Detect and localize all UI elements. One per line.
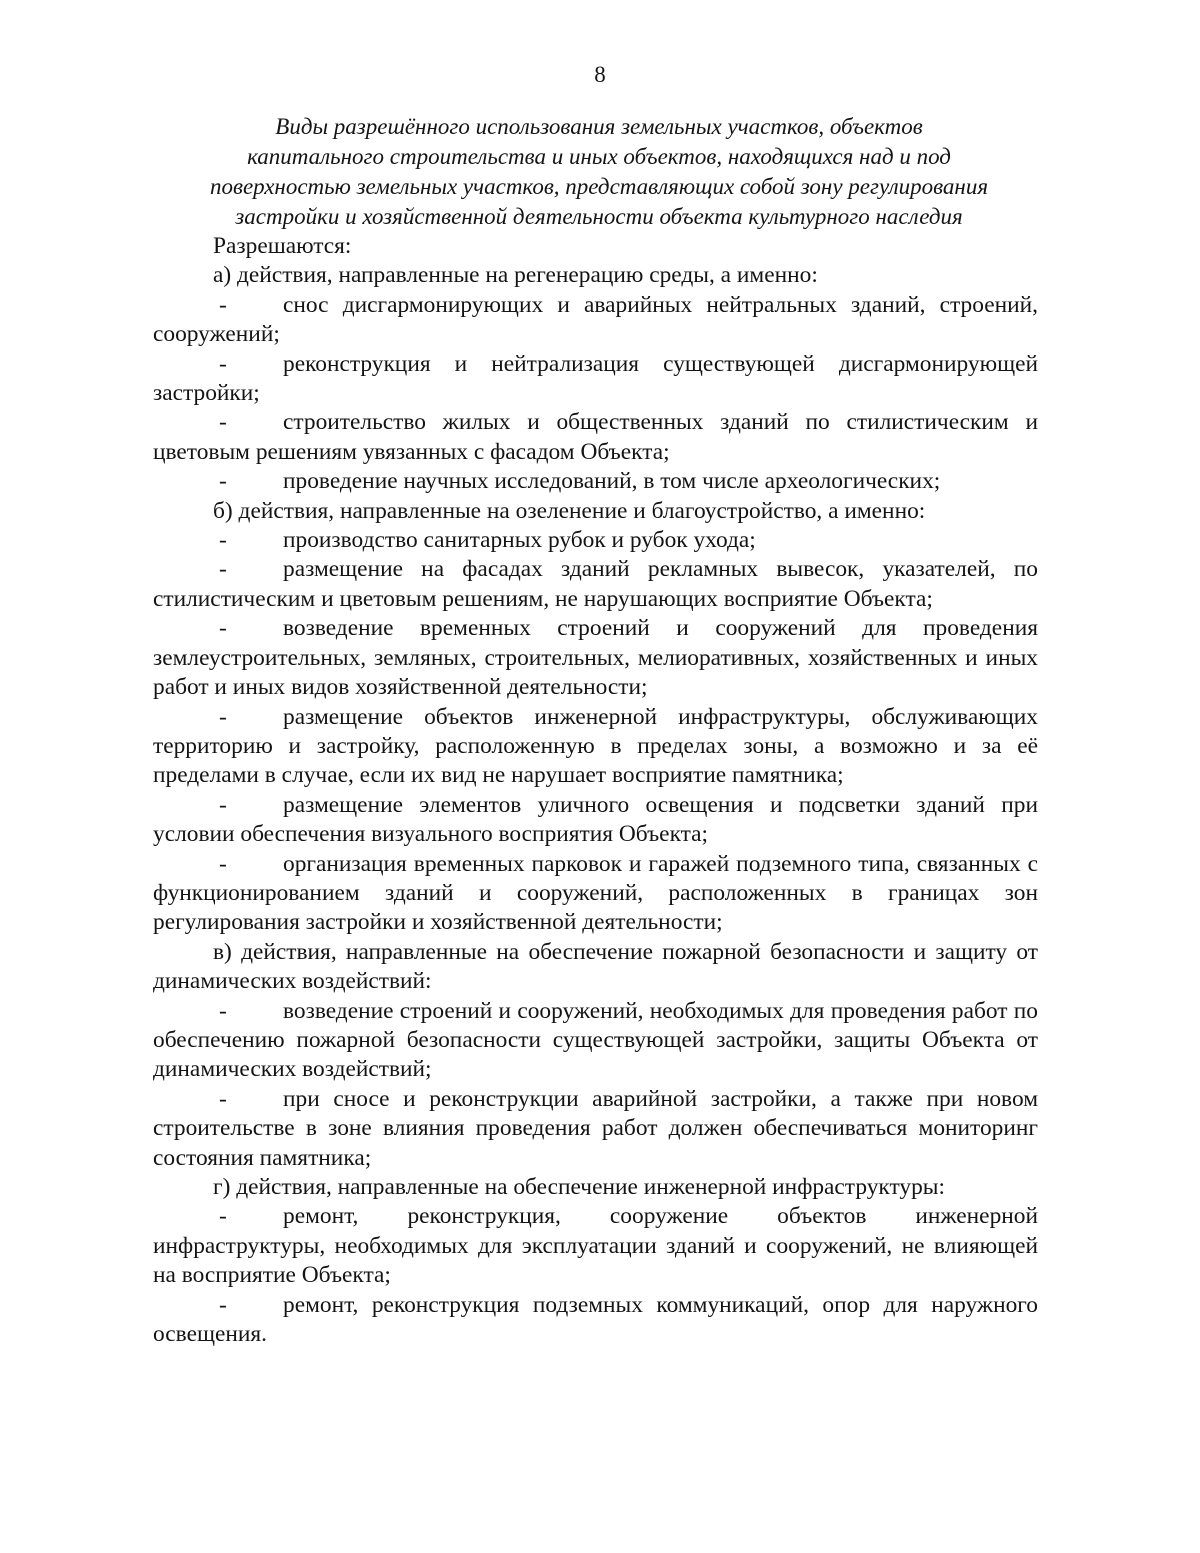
dash-marker: - [219,1203,227,1230]
dash-marker: - [219,1291,227,1318]
list-item-text: реконструкция и нейтрализация существующей дисгармонирующей застройки; [153,350,1038,407]
paragraph-text: г) действия, направленные на обеспечение инженерной инфраструктуры: [213,1174,945,1200]
list-item [153,408,1038,467]
heading-line: поверхностью земельных участков, представляющих собой зону регулирования [209,174,989,199]
dash-marker: - [219,468,227,495]
list-item-text: снос дисгармонирующих и аварийных нейтральных зданий, строений, сооружений; [153,291,1038,348]
section-b-paragraph [153,497,1038,526]
list-item [153,1202,1038,1290]
list-item-text: строительство жилых и общественных зданий по стилистическим и цветовым решениям увязанных с фасадом Объекта; [153,409,1038,465]
list-item [153,467,1038,496]
paragraph-text: б) действия, направленные на озеленение и благоустройство, а именно: [213,497,926,524]
section-heading [130,112,1068,232]
page-number: 8 [594,62,606,87]
dash-marker: - [219,1085,227,1112]
document-body [153,232,1038,1349]
dash-marker: - [219,997,227,1024]
list-item-text: ремонт, реконструкция, сооружение объектов инженерной инфраструктуры, необходимых для эксплуатации зданий и сооружений, не влияющей на восприятие Объекта; [153,1203,1038,1289]
heading-line: Виды разрешённого использования земельных участков, объектов [275,114,923,139]
list-item [153,703,1038,791]
list-item-text: размещение объектов инженерной инфраструктуры, обслуживающих территорию и застройку, расположенную в пределах зоны, а возможно и за её пределами в случае, если их вид не нарушает восприятие памятника; [153,703,1038,789]
paragraph-text: в) действия, направленные на обеспечение пожарной безопасности и защиту от динамических воздействий: [153,938,1038,995]
list-item [153,614,1038,702]
dash-marker: - [219,615,227,642]
list-item [153,997,1038,1085]
dash-marker: - [219,791,227,818]
list-item [153,791,1038,850]
paragraph-text: а) действия, направленные на регенерацию среды, а именно: [213,262,818,289]
dash-marker: - [219,409,227,436]
section-a-paragraph [153,261,1038,290]
list-item [153,555,1038,614]
list-item-text: возведение временных строений и сооружений для проведения землеустроительных, земляных, строительных, мелиоративных, хозяйственных и иных работ и иных видов хозяйственной деятельности; [153,615,1038,701]
section-g-paragraph [153,1173,1038,1202]
dash-marker: - [219,350,227,377]
dash-marker: - [219,556,227,583]
list-item [153,850,1038,938]
list-item-text: проведение научных исследований, в том числе археологических; [283,468,941,495]
paragraph-text: Разрешаются: [213,233,352,259]
dash-marker: - [219,703,227,730]
dash-marker: - [219,527,227,554]
heading-line: застройки и хозяйственной деятельности объекта культурного наследия [235,204,963,229]
dash-marker: - [219,850,227,877]
list-item-text: размещение элементов уличного освещения и подсветки зданий при условии обеспечения визуального восприятия Объекта; [153,791,1038,848]
heading-line: капитального строительства и иных объектов, находящихся над и под [247,144,951,169]
list-item [153,1085,1038,1173]
list-item [153,1291,1038,1350]
list-item-text: ремонт, реконструкция подземных коммуникаций, опор для наружного освещения. [153,1291,1038,1348]
list-item-text: производство санитарных рубок и рубок ухода; [283,527,756,554]
list-item [153,526,1038,555]
section-v-paragraph [153,938,1038,997]
list-item [153,350,1038,409]
list-item [153,291,1038,350]
dash-marker: - [219,291,227,318]
list-item-text: размещение на фасадах зданий рекламных вывесок, указателей, по стилистическим и цветовым решениям, не нарушающих восприятие Объекта; [153,556,1038,612]
list-item-text: организация временных парковок и гаражей подземного типа, связанных с функционированием зданий и сооружений, расположенных в границах зон регулирования застройки и хозяйственной деятельности; [153,850,1038,936]
list-item-text: возведение строений и сооружений, необходимых для проведения работ по обеспечению пожарной безопасности существующей застройки, защиты Объекта от динамических воздействий; [153,997,1038,1083]
list-item-text: при сносе и реконструкции аварийной застройки, а также при новом строительстве в зоне влияния проведения работ должен обеспечиваться мониторинг состояния памятника; [153,1085,1038,1171]
intro-paragraph [153,232,1038,261]
